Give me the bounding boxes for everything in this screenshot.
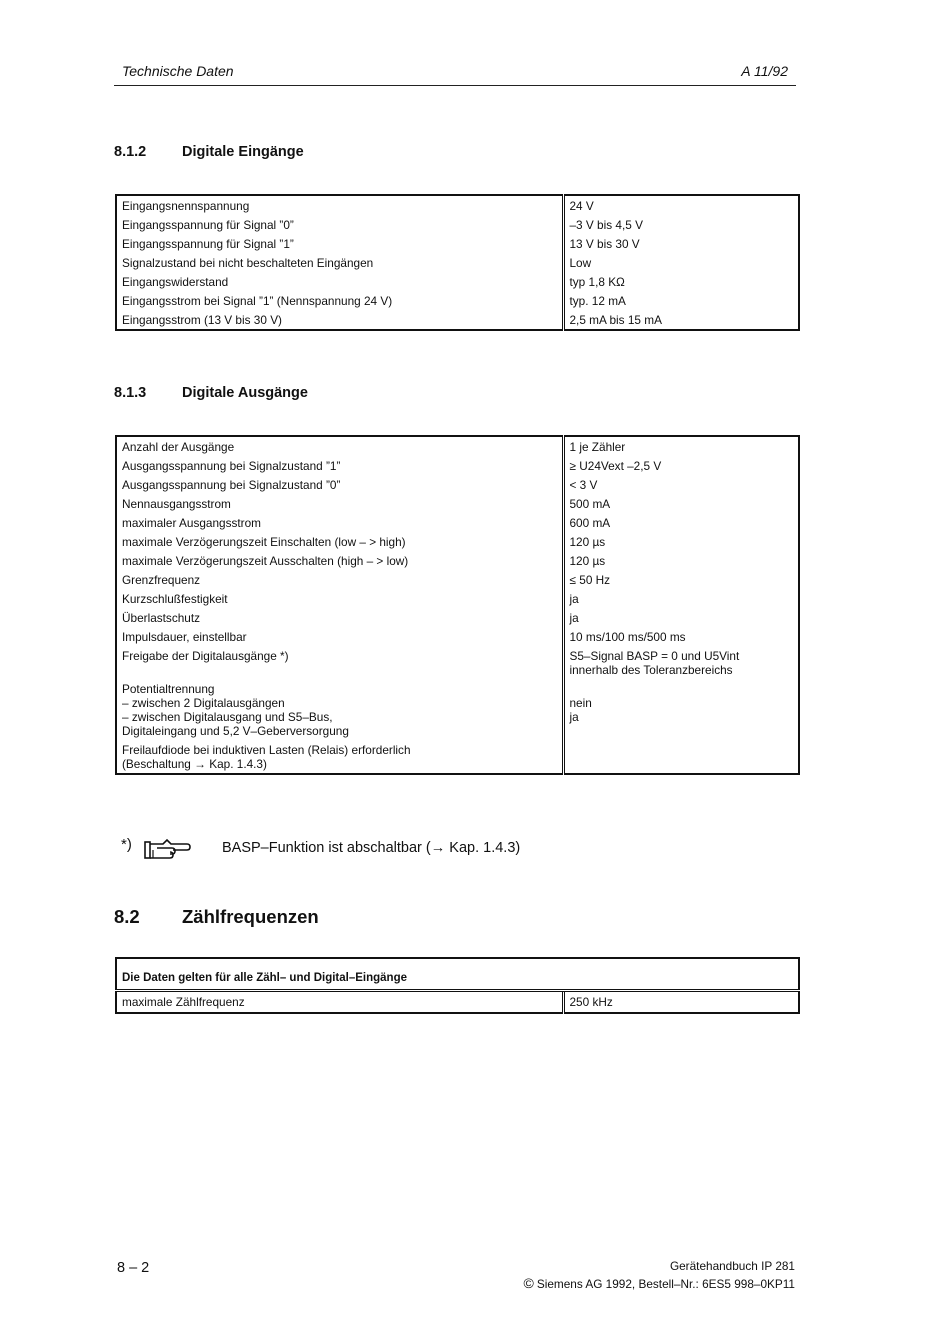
value-cell: 120 µs bbox=[569, 535, 606, 549]
value-cell: ja bbox=[569, 592, 579, 606]
value-cell: S5–Signal BASP = 0 und U5Vint innerhalb des Toleranzbereichs bbox=[569, 649, 740, 677]
table-row bbox=[116, 646, 799, 679]
section-number: 8.2 bbox=[114, 906, 140, 927]
parameter-cell: Eingangsstrom (13 V bis 30 V) bbox=[116, 310, 563, 330]
header-rule bbox=[114, 85, 796, 86]
parameter-cell: Eingangsspannung für Signal ”1” bbox=[116, 234, 563, 253]
parameter-cell: maximaler Ausgangsstrom bbox=[116, 513, 563, 532]
copyright-line bbox=[470, 1275, 795, 1291]
table-row bbox=[116, 551, 799, 570]
value-cell: Low bbox=[569, 256, 592, 270]
value-cell: ja bbox=[569, 611, 579, 625]
value-cell: typ 1,8 KΩ bbox=[569, 275, 625, 289]
copyright-icon: © bbox=[523, 1275, 534, 1291]
parameter-cell: Grenzfrequenz bbox=[116, 570, 563, 589]
header-edition: A 11/92 bbox=[741, 63, 788, 79]
pointing-hand-icon bbox=[143, 838, 191, 862]
parameter-cell: Eingangsnennspannung bbox=[116, 195, 563, 215]
table-header-row bbox=[116, 958, 799, 991]
counting-table bbox=[115, 957, 800, 1014]
value-cell bbox=[563, 740, 799, 774]
value-cell: typ. 12 mA bbox=[569, 294, 626, 308]
table-row bbox=[116, 234, 799, 253]
table-row bbox=[116, 513, 799, 532]
parameter-cell: Überlastschutz bbox=[116, 608, 563, 627]
value-cell: –3 V bis 4,5 V bbox=[569, 218, 643, 232]
table-row bbox=[116, 272, 799, 291]
footnote-text: BASP–Funktion ist abschaltbar (→ Kap. 1.4.3) bbox=[222, 840, 521, 856]
table-row bbox=[116, 253, 799, 272]
outputs-table bbox=[115, 435, 800, 775]
value-cell: 600 mA bbox=[569, 516, 611, 530]
parameter-cell: Ausgangsspannung bei Signalzustand ”1” bbox=[116, 456, 563, 475]
value-cell: 24 V bbox=[569, 199, 594, 213]
table-header-cell: Die Daten gelten für alle Zähl– und Digital–Eingänge bbox=[116, 958, 799, 991]
table-row bbox=[116, 291, 799, 310]
table-row bbox=[116, 740, 799, 774]
parameter-cell: Ausgangsspannung bei Signalzustand ”0” bbox=[116, 475, 563, 494]
parameter-cell: Eingangsstrom bei Signal ”1” (Nennspannung 24 V) bbox=[116, 291, 563, 310]
table-row bbox=[116, 991, 799, 1014]
parameter-cell: Anzahl der Ausgänge bbox=[116, 436, 563, 456]
value-cell: ≥ U24Vext –2,5 V bbox=[569, 459, 662, 473]
table-row bbox=[116, 570, 799, 589]
page-number: 8 – 2 bbox=[117, 1260, 150, 1276]
value-cell: 250 kHz bbox=[569, 995, 613, 1009]
section-title: Zählfrequenzen bbox=[182, 906, 319, 927]
table-row bbox=[116, 589, 799, 608]
section-title: Digitale Eingänge bbox=[182, 144, 304, 160]
table-row bbox=[116, 436, 799, 456]
table-row bbox=[116, 532, 799, 551]
parameter-cell: Eingangswiderstand bbox=[116, 272, 563, 291]
table-row bbox=[116, 608, 799, 627]
value-cell: 13 V bis 30 V bbox=[569, 237, 640, 251]
parameter-cell: Signalzustand bei nicht beschalteten Eingängen bbox=[116, 253, 563, 272]
table-row bbox=[116, 310, 799, 330]
parameter-cell: Freigabe der Digitalausgänge *) bbox=[116, 646, 563, 679]
section-number: 8.1.2 bbox=[114, 144, 147, 160]
parameter-cell: Eingangsspannung für Signal ”0” bbox=[116, 215, 563, 234]
parameter-cell: Kurzschlußfestigkeit bbox=[116, 589, 563, 608]
value-cell: ≤ 50 Hz bbox=[569, 573, 611, 587]
copyright-text: Siemens AG 1992, Bestell–Nr.: 6ES5 998–0KP11 bbox=[536, 1277, 795, 1291]
table-row bbox=[116, 679, 799, 740]
table-row bbox=[116, 627, 799, 646]
footnote-marker: *) bbox=[121, 836, 132, 853]
table-row bbox=[116, 475, 799, 494]
value-cell: 1 je Zähler bbox=[569, 440, 626, 454]
parameter-cell: Impulsdauer, einstellbar bbox=[116, 627, 563, 646]
inputs-table bbox=[115, 194, 800, 331]
parameter-cell: maximale Zählfrequenz bbox=[116, 991, 563, 1014]
section-title: Digitale Ausgänge bbox=[182, 385, 308, 401]
header-title: Technische Daten bbox=[122, 63, 234, 79]
parameter-cell: Potentialtrennung – zwischen 2 Digitalausgängen – zwischen Digitalausgang und S5–Bus, Digitaleingang und 5,2 V–Geberversorgung bbox=[116, 679, 563, 740]
value-cell: 2,5 mA bis 15 mA bbox=[569, 313, 662, 327]
value-cell: 10 ms/100 ms/500 ms bbox=[569, 630, 686, 644]
parameter-cell: maximale Verzögerungszeit Ausschalten (high – > low) bbox=[116, 551, 563, 570]
manual-title: Gerätehandbuch IP 281 bbox=[669, 1259, 795, 1273]
parameter-cell: maximale Verzögerungszeit Einschalten (low – > high) bbox=[116, 532, 563, 551]
value-cell: < 3 V bbox=[569, 478, 598, 492]
section-number: 8.1.3 bbox=[114, 385, 147, 401]
value-cell: 500 mA bbox=[569, 497, 611, 511]
value-cell: nein ja bbox=[569, 696, 592, 724]
parameter-cell: Nennausgangsstrom bbox=[116, 494, 563, 513]
table-row bbox=[116, 456, 799, 475]
value-cell: 120 µs bbox=[569, 554, 606, 568]
table-row bbox=[116, 195, 799, 215]
parameter-cell: Freilaufdiode bei induktiven Lasten (Relais) erforderlich (Beschaltung → Kap. 1.4.3) bbox=[116, 740, 563, 774]
table-row bbox=[116, 494, 799, 513]
table-row bbox=[116, 215, 799, 234]
